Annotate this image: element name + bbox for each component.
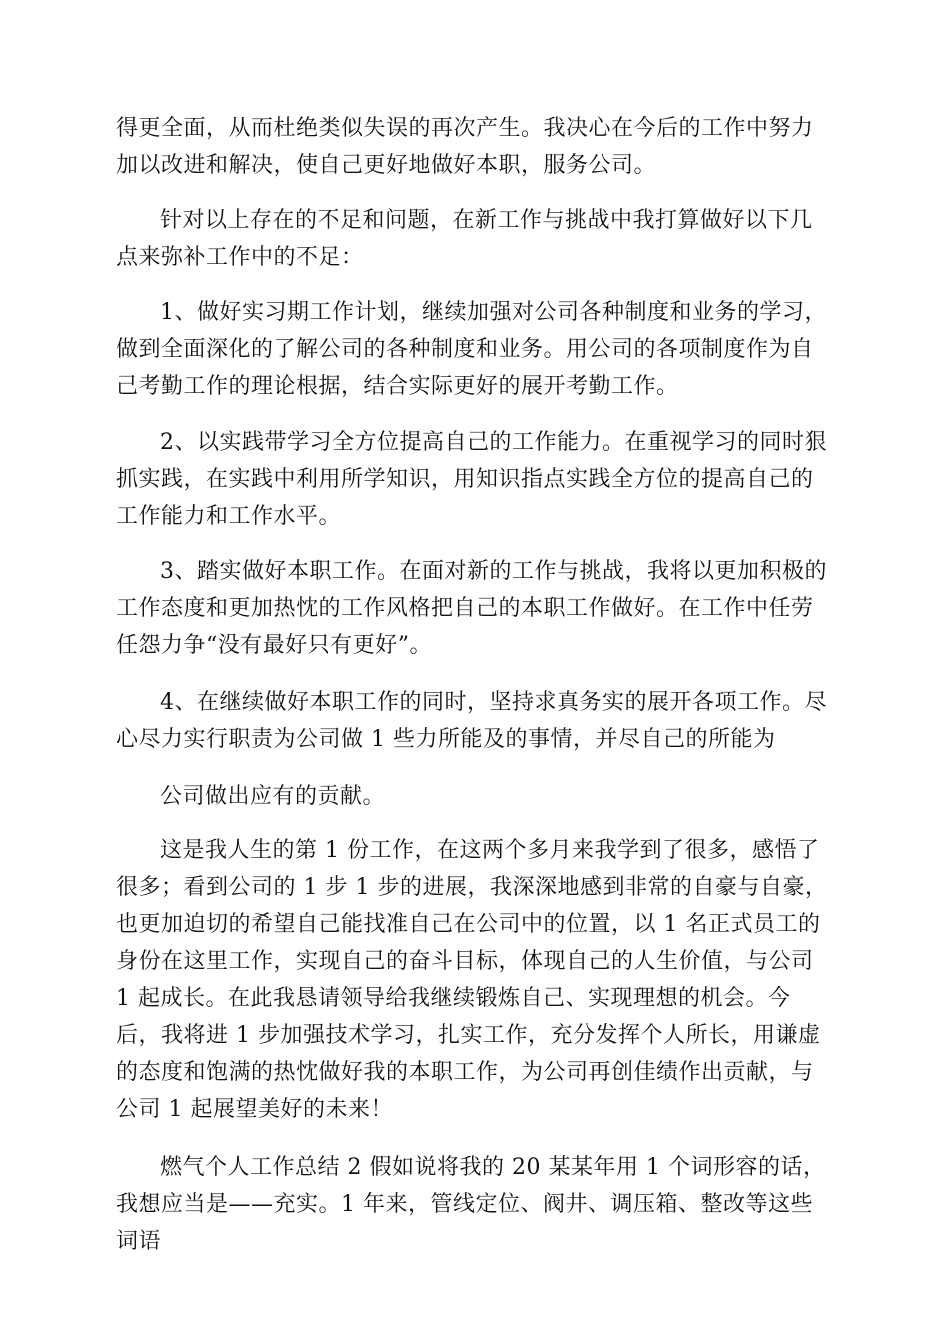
paragraph-1 — [116, 110, 834, 184]
list-item-1-text: 1、做好实习期工作计划，继续加强对公司各种制度和业务的学习，做到全面深化的了解公司的各种制度和业务。用公司的各项制度作为自己考勤工作的理论根据，结合实际更好的展开考勤工作。 — [116, 300, 827, 399]
paragraph-5 — [116, 553, 834, 664]
paragraph-7-text: 公司做出应有的贡献。 — [160, 784, 386, 809]
paragraph-8 — [116, 832, 834, 1128]
paragraph-1-text: 得更全面，从而杜绝类似失误的再次产生。我决心在今后的工作中努力加以改进和解决，使自己更好地做好本职，服务公司。 — [116, 116, 814, 178]
list-item-3-text: 3、踏实做好本职工作。在面对新的工作与挑战，我将以更加积极的工作态度和更加热忱的工作风格把自己的本职工作做好。在工作中任劳任怨力争“没有最好只有更好”。 — [116, 559, 827, 658]
list-item-2-text: 2、以实践带学习全方位提高自己的工作能力。在重视学习的同时狠抓实践，在实践中利用所学知识，用知识指点实践全方位的提高自己的工作能力和工作水平。 — [116, 430, 827, 529]
paragraph-2 — [116, 202, 834, 276]
paragraph-3 — [116, 294, 834, 405]
paragraph-7 — [116, 778, 834, 815]
paragraph-9 — [116, 1149, 834, 1260]
paragraph-6 — [116, 684, 834, 758]
paragraph-8-text: 这是我人生的第 1 份工作，在这两个多月来我学到了很多，感悟了很多；看到公司的 1 步 1 步的进展，我深深地感到非常的自豪与自豪，也更加迫切的希望自己能找准自己在公司中的位置，以 1 名正式员工的身份在这里工作，实现自己的奋斗目标，体现自己的人生价值，与公司 1 起成长。在此我恳请领导给我继续锻炼自己、实现理想的机会。今后，我将进 1 步加强技术学习，扎实工作，充分发挥个人所长，用谦虚的态度和饱满的热忱做好我的本职工作，为公司再创佳绩作出贡献，与公司 1 起展望美好的未来！ — [116, 838, 828, 1122]
paragraph-9-text: 燃气个人工作总结 2 假如说将我的 20 某某年用 1 个词形容的话，我想应当是——充实。1 年来，管线定位、阀井、调压箱、整改等这些词语 — [116, 1155, 826, 1254]
list-item-4-text: 4、在继续做好本职工作的同时，坚持求真务实的展开各项工作。尽心尽力实行职责为公司做 1 些力所能及的事情，并尽自己的所能为 — [116, 690, 827, 752]
paragraph-4 — [116, 424, 834, 535]
paragraph-2-text: 针对以上存在的不足和问题，在新工作与挑战中我打算做好以下几点来弥补工作中的不足： — [116, 208, 813, 270]
